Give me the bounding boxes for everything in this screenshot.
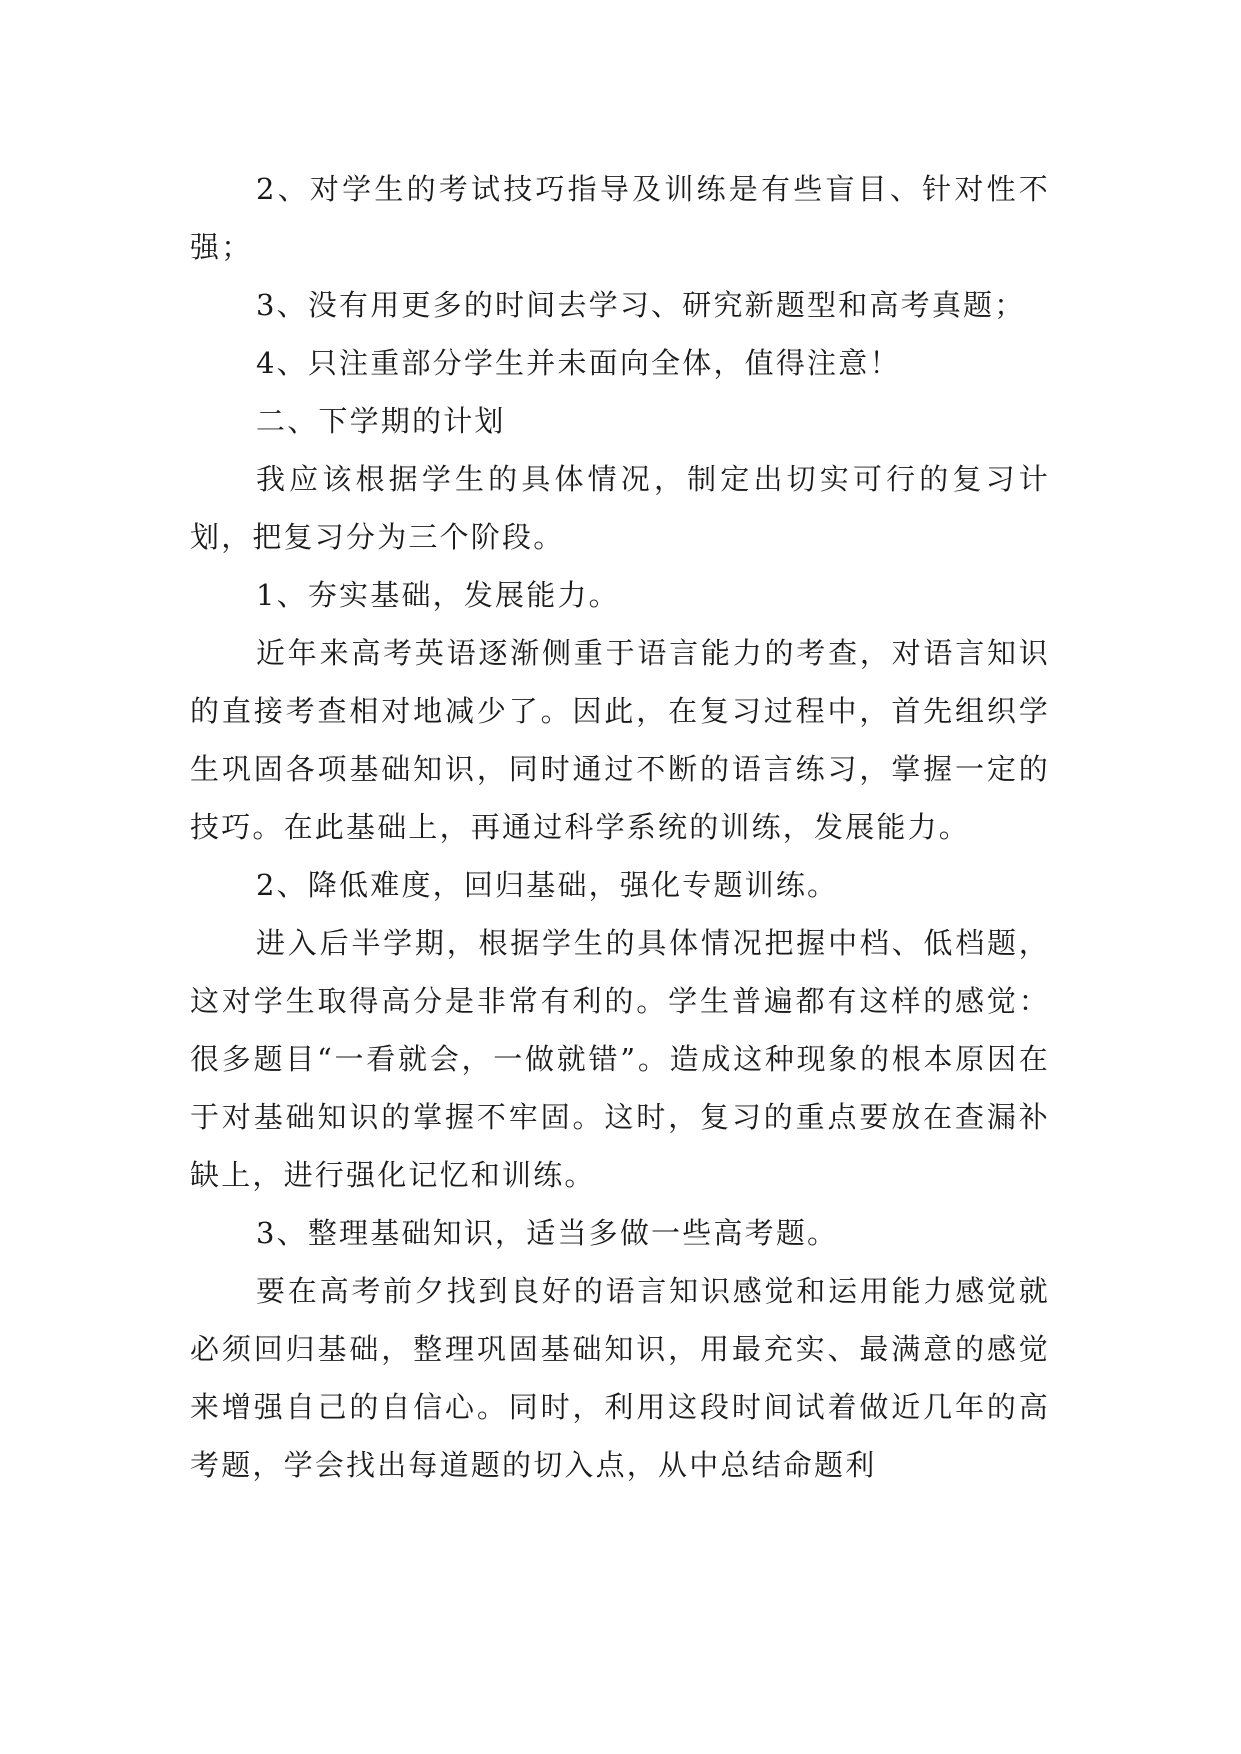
paragraph-issue-4: 4、只注重部分学生并未面向全体，值得注意！: [256, 346, 901, 380]
paragraph-stage-1-body: 近年来高考英语逐渐侧重于语言能力的考查，对语言知识的直接考查相对地减少了。因此，在复习过程中，首先组织学生巩固各项基础知识，同时通过不断的语言练习，掌握一定的技巧。在此基础上，再通过科学系统的训练，发展能力。: [190, 636, 1050, 844]
paragraph-stage-2-body: 进入后半学期，根据学生的具体情况把握中档、低档题，这对学生取得高分是非常有利的。学生普遍都有这样的感觉：很多题目“一看就会，一做就错”。造成这种现象的根本原因在于对基础知识的掌握不牢固。这时，复习的重点要放在查漏补缺上，进行强化记忆和训练。: [190, 926, 1050, 1192]
paragraph-issue-2: 2、对学生的考试技巧指导及训练是有些盲目、针对性不强；: [190, 172, 1050, 264]
document-body: [190, 160, 1050, 1494]
plan-stage-3-heading: 3、整理基础知识，适当多做一些高考题。: [256, 1216, 839, 1250]
section-heading-next-semester-plan: 二、下学期的计划: [256, 404, 506, 438]
plan-stage-1-heading: 1、夯实基础，发展能力。: [256, 578, 620, 612]
paragraph-stage-3-body: 要在高考前夕找到良好的语言知识感觉和运用能力感觉就必须回归基础，整理巩固基础知识，用最充实、最满意的感觉来增强自己的自信心。同时，利用这段时间试着做近几年的高考题，学会找出每道题的切入点，从中总结命题利: [190, 1274, 1050, 1482]
plan-stage-2-heading: 2、降低难度，回归基础，强化专题训练。: [256, 868, 839, 902]
paragraph-plan-intro: 我应该根据学生的具体情况，制定出切实可行的复习计划，把复习分为三个阶段。: [190, 462, 1050, 554]
paragraph-issue-3: 3、没有用更多的时间去学习、研究新题型和高考真题；: [256, 288, 1026, 322]
